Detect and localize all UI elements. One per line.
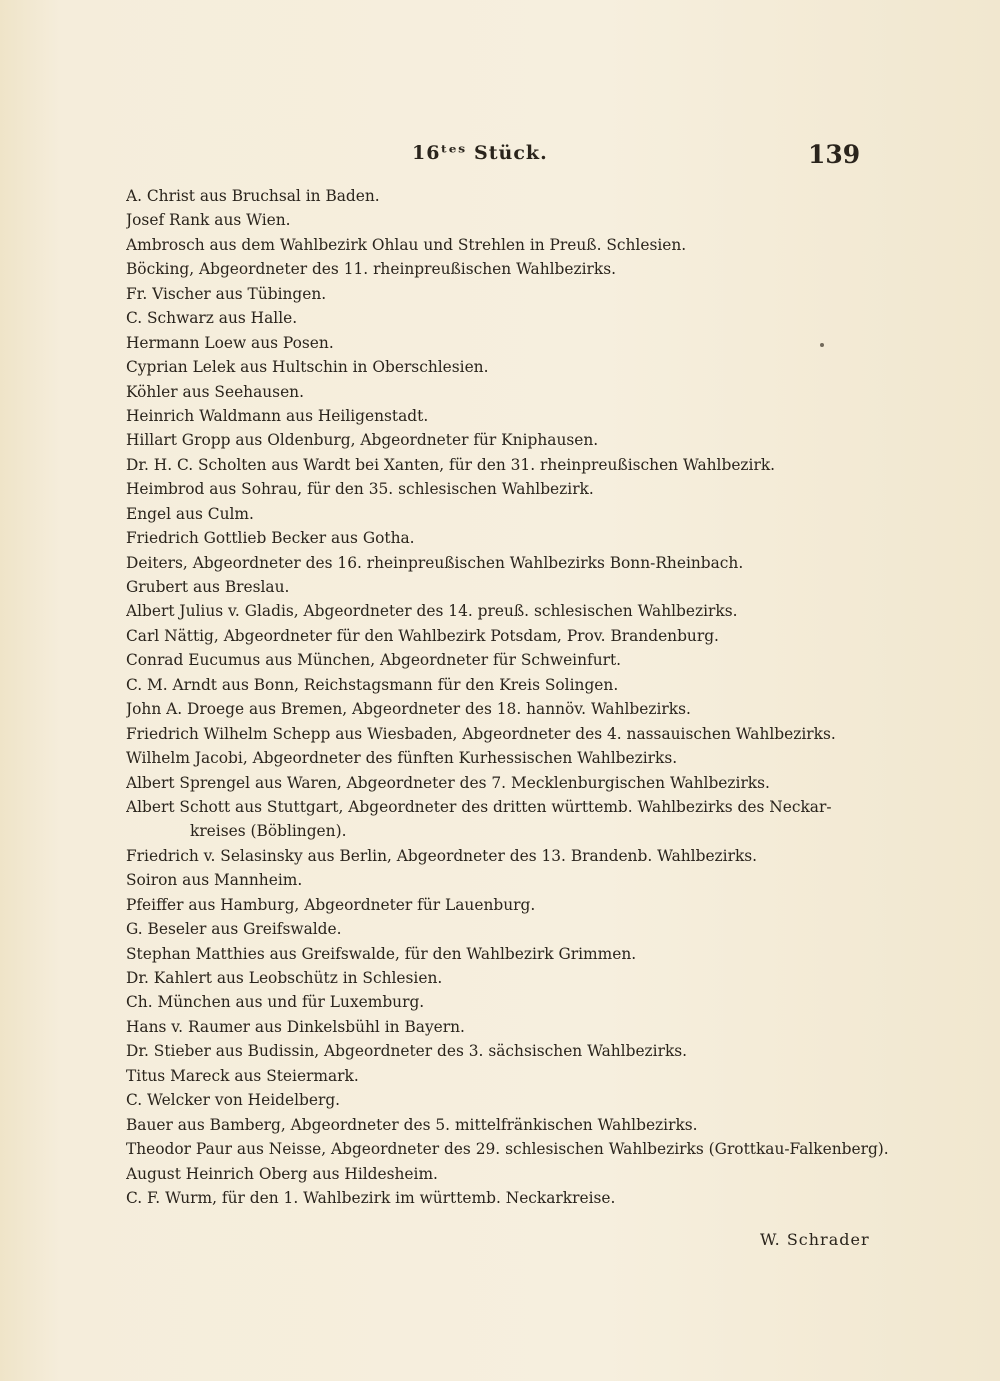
signatory-line: C. F. Wurm, für den 1. Wahlbezirk im württemb. Neckarkreise.: [126, 1188, 616, 1207]
signatory-line: Böcking, Abgeordneter des 11. rheinpreußischen Wahlbezirks.: [126, 260, 617, 279]
signatory-line: Heinrich Waldmann aus Heiligenstadt.: [126, 406, 429, 425]
signatory-line: Albert Julius v. Gladis, Abgeordneter des 14. preuß. schlesischen Wahlbezirks.: [126, 602, 738, 621]
signatory-line: Engel aus Culm.: [126, 504, 254, 523]
signatory-line: Ambrosch aus dem Wahlbezirk Ohlau und Strehlen in Preuß. Schlesien.: [126, 235, 687, 254]
signatory-line: Theodor Paur aus Neisse, Abgeordneter des 29. schlesischen Wahlbezirks (Grottkau-Falkenberg).: [126, 1140, 889, 1159]
signatory-line: August Heinrich Oberg aus Hildesheim.: [126, 1164, 438, 1183]
ink-speck: [820, 343, 824, 347]
signatory-line: Dr. Kahlert aus Leobschütz in Schlesien.: [126, 969, 443, 987]
signatory-line: Stephan Matthies aus Greifswalde, für den Wahlbezirk Grimmen.: [126, 944, 637, 963]
signature-name: W. Schrader: [760, 1230, 870, 1249]
signatory-line: Albert Sprengel aus Waren, Abgeordneter des 7. Mecklenburgischen Wahlbezirks.: [126, 773, 770, 792]
signatory-list: [126, 184, 896, 1210]
signatory-line: G. Beseler aus Greifswalde.: [126, 920, 342, 939]
signatory-line: Friedrich v. Selasinsky aus Berlin, Abgeordneter des 13. Brandenb. Wahlbezirks.: [126, 846, 758, 865]
signatory-line: Josef Rank aus Wien.: [126, 211, 291, 230]
signatory-line: Hans v. Raumer aus Dinkelsbühl in Bayern.: [126, 1017, 465, 1036]
signatory-line: A. Christ aus Bruchsal in Baden.: [126, 187, 380, 205]
signatory-line: C. M. Arndt aus Bonn, Reichstagsmann für den Kreis Solingen.: [126, 675, 619, 694]
signatory-line: Grubert aus Breslau.: [126, 578, 290, 596]
signatory-line: Friedrich Gottlieb Becker aus Gotha.: [126, 529, 415, 548]
signatory-line: Bauer aus Bamberg, Abgeordneter des 5. mittelfränkischen Wahlbezirks.: [126, 1115, 698, 1134]
signatory-line: Deiters, Abgeordneter des 16. rheinpreußischen Wahlbezirks Bonn-Rheinbach.: [126, 553, 744, 572]
signatory-line: Hillart Gropp aus Oldenburg, Abgeordneter für Kniphausen.: [126, 431, 599, 450]
signatory-line: kreises (Böblingen).: [190, 822, 347, 841]
signatory-line: Albert Schott aus Stuttgart, Abgeordneter des dritten württemb. Wahlbezirks des Neckar-: [126, 797, 832, 816]
signatory-line: Fr. Vischer aus Tübingen.: [126, 284, 327, 303]
signatory-line: Dr. Stieber aus Budissin, Abgeordneter des 3. sächsischen Wahlbezirks.: [126, 1042, 688, 1061]
signatory-line: Wilhelm Jacobi, Abgeordneter des fünften Kurhessischen Wahlbezirks.: [126, 749, 678, 768]
section-title: 16ᵗᵉˢ Stück.: [412, 142, 548, 164]
signatory-line: Ch. München aus und für Luxemburg.: [126, 993, 425, 1012]
signatory-line: Hermann Loew aus Posen.: [126, 333, 334, 352]
page-header: [0, 140, 1000, 174]
signatory-line: Soiron aus Mannheim.: [126, 871, 303, 890]
signatory-line: Carl Nättig, Abgeordneter für den Wahlbezirk Potsdam, Prov. Brandenburg.: [126, 626, 719, 645]
signatory-line: C. Schwarz aus Halle.: [126, 309, 298, 328]
signatory-line: Heimbrod aus Sohrau, für den 35. schlesischen Wahlbezirk.: [126, 480, 594, 499]
signatory-line: John A. Droege aus Bremen, Abgeordneter des 18. hannöv. Wahlbezirks.: [126, 700, 691, 719]
signatory-line: Pfeiffer aus Hamburg, Abgeordneter für Lauenburg.: [126, 895, 536, 914]
signatory-line: Friedrich Wilhelm Schepp aus Wiesbaden, Abgeordneter des 4. nassauischen Wahlbezirks.: [126, 724, 836, 743]
signatory-line: Dr. H. C. Scholten aus Wardt bei Xanten, für den 31. rheinpreußischen Wahlbezirk.: [126, 455, 776, 474]
signatory-line: Köhler aus Seehausen.: [126, 382, 304, 401]
signatory-line: C. Welcker von Heidelberg.: [126, 1091, 341, 1110]
signatory-line: Conrad Eucumus aus München, Abgeordneter für Schweinfurt.: [126, 651, 622, 670]
signatory-line: Cyprian Lelek aus Hultschin in Oberschlesien.: [126, 358, 489, 377]
page-number: 139: [808, 140, 861, 169]
signatory-line: Titus Mareck aus Steiermark.: [126, 1066, 359, 1085]
